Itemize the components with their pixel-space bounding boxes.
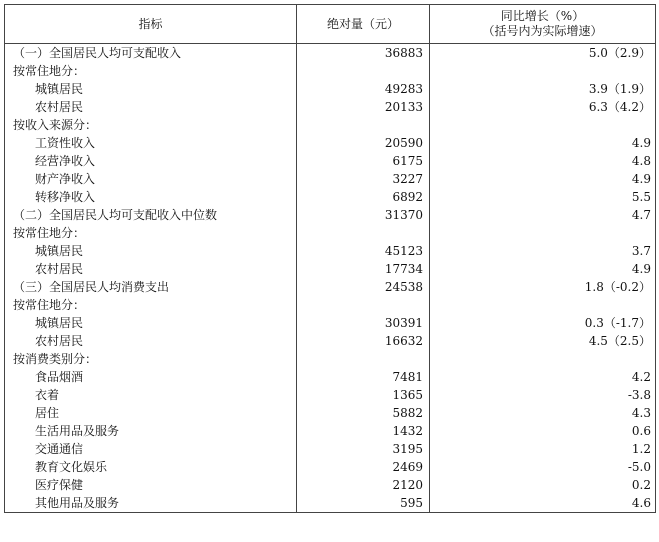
- row-growth-value: -5.0: [430, 458, 656, 476]
- row-label: 交通通信: [5, 440, 297, 458]
- table-row: [5, 386, 656, 404]
- table-row: [5, 458, 656, 476]
- row-label: 农村居民: [5, 260, 297, 278]
- row-growth-value: 0.3（-1.7）: [430, 314, 656, 332]
- row-growth-value: 3.7: [430, 242, 656, 260]
- row-growth-value: 0.6: [430, 422, 656, 440]
- table-row: [5, 350, 656, 368]
- row-growth-value: 3.9（1.9）: [430, 80, 656, 98]
- row-absolute-value: 24538: [297, 278, 430, 296]
- table-row: [5, 170, 656, 188]
- row-absolute-value: 5882: [297, 404, 430, 422]
- row-absolute-value: [297, 116, 430, 134]
- table-row: [5, 368, 656, 386]
- table-row: [5, 296, 656, 314]
- table-row: [5, 116, 656, 134]
- table-row: [5, 332, 656, 350]
- table-row: [5, 62, 656, 80]
- row-growth-value: 4.9: [430, 260, 656, 278]
- row-absolute-value: 36883: [297, 44, 430, 63]
- row-growth-value: [430, 350, 656, 368]
- table-row: [5, 188, 656, 206]
- row-label: 生活用品及服务: [5, 422, 297, 440]
- row-label: 转移净收入: [5, 188, 297, 206]
- row-absolute-value: 16632: [297, 332, 430, 350]
- row-label: 食品烟酒: [5, 368, 297, 386]
- row-absolute-value: 49283: [297, 80, 430, 98]
- row-label: 经营净收入: [5, 152, 297, 170]
- row-growth-value: 4.8: [430, 152, 656, 170]
- row-growth-value: 4.9: [430, 134, 656, 152]
- row-growth-value: 4.6: [430, 494, 656, 513]
- table-row: [5, 224, 656, 242]
- row-label: 衣着: [5, 386, 297, 404]
- row-growth-value: -3.8: [430, 386, 656, 404]
- row-label: 其他用品及服务: [5, 494, 297, 513]
- row-label: 城镇居民: [5, 242, 297, 260]
- table-row: [5, 152, 656, 170]
- row-absolute-value: 31370: [297, 206, 430, 224]
- table-row: [5, 476, 656, 494]
- row-growth-value: [430, 62, 656, 80]
- row-absolute-value: [297, 296, 430, 314]
- table-row: [5, 278, 656, 296]
- row-absolute-value: 1432: [297, 422, 430, 440]
- row-absolute-value: 17734: [297, 260, 430, 278]
- row-growth-value: 4.5（2.5）: [430, 332, 656, 350]
- row-growth-value: 4.3: [430, 404, 656, 422]
- table-row: [5, 206, 656, 224]
- row-label: 工资性收入: [5, 134, 297, 152]
- row-label: 按常住地分：: [5, 224, 297, 242]
- table-body: [5, 44, 656, 513]
- row-label: 城镇居民: [5, 314, 297, 332]
- row-label: 财产净收入: [5, 170, 297, 188]
- table-row: [5, 134, 656, 152]
- row-absolute-value: [297, 62, 430, 80]
- table-row: [5, 440, 656, 458]
- row-absolute-value: 3195: [297, 440, 430, 458]
- header-growth: [430, 5, 656, 44]
- row-absolute-value: 6892: [297, 188, 430, 206]
- row-absolute-value: 1365: [297, 386, 430, 404]
- header-growth-line2: （括号内为实际增速）: [482, 24, 603, 38]
- row-growth-value: [430, 296, 656, 314]
- row-label: 按收入来源分：: [5, 116, 297, 134]
- row-growth-value: 5.5: [430, 188, 656, 206]
- row-label: 农村居民: [5, 332, 297, 350]
- row-label: 按常住地分：: [5, 296, 297, 314]
- row-absolute-value: 30391: [297, 314, 430, 332]
- table-row: [5, 404, 656, 422]
- table-row: [5, 80, 656, 98]
- row-label: （三）全国居民人均消费支出: [5, 278, 297, 296]
- row-absolute-value: 2120: [297, 476, 430, 494]
- row-growth-value: 6.3（4.2）: [430, 98, 656, 116]
- row-absolute-value: [297, 350, 430, 368]
- table-row: [5, 98, 656, 116]
- row-label: 城镇居民: [5, 80, 297, 98]
- row-label: 农村居民: [5, 98, 297, 116]
- row-absolute-value: 7481: [297, 368, 430, 386]
- table-row: [5, 494, 656, 513]
- row-label: （二）全国居民人均可支配收入中位数: [5, 206, 297, 224]
- row-label: 按常住地分：: [5, 62, 297, 80]
- row-growth-value: 1.8（-0.2）: [430, 278, 656, 296]
- row-absolute-value: 595: [297, 494, 430, 513]
- row-absolute-value: 20590: [297, 134, 430, 152]
- row-growth-value: [430, 224, 656, 242]
- row-absolute-value: 20133: [297, 98, 430, 116]
- header-absolute: 绝对量（元）: [297, 5, 430, 44]
- row-absolute-value: 45123: [297, 242, 430, 260]
- row-absolute-value: 6175: [297, 152, 430, 170]
- row-growth-value: 1.2: [430, 440, 656, 458]
- row-growth-value: 4.2: [430, 368, 656, 386]
- row-label: 医疗保健: [5, 476, 297, 494]
- row-growth-value: 0.2: [430, 476, 656, 494]
- row-label: 教育文化娱乐: [5, 458, 297, 476]
- row-growth-value: 4.7: [430, 206, 656, 224]
- row-absolute-value: 3227: [297, 170, 430, 188]
- table-row: [5, 242, 656, 260]
- row-label: （一）全国居民人均可支配收入: [5, 44, 297, 63]
- header-indicator: 指标: [5, 5, 297, 44]
- row-label: 居住: [5, 404, 297, 422]
- row-absolute-value: [297, 224, 430, 242]
- table-row: [5, 422, 656, 440]
- row-growth-value: 5.0（2.9）: [430, 44, 656, 63]
- row-growth-value: 4.9: [430, 170, 656, 188]
- row-label: 按消费类别分：: [5, 350, 297, 368]
- table-row: [5, 260, 656, 278]
- row-growth-value: [430, 116, 656, 134]
- income-expenditure-table: [4, 4, 656, 513]
- header-row: [5, 5, 656, 44]
- header-growth-line1: 同比增长（%）: [500, 9, 585, 23]
- table-row: [5, 44, 656, 63]
- row-absolute-value: 2469: [297, 458, 430, 476]
- table-row: [5, 314, 656, 332]
